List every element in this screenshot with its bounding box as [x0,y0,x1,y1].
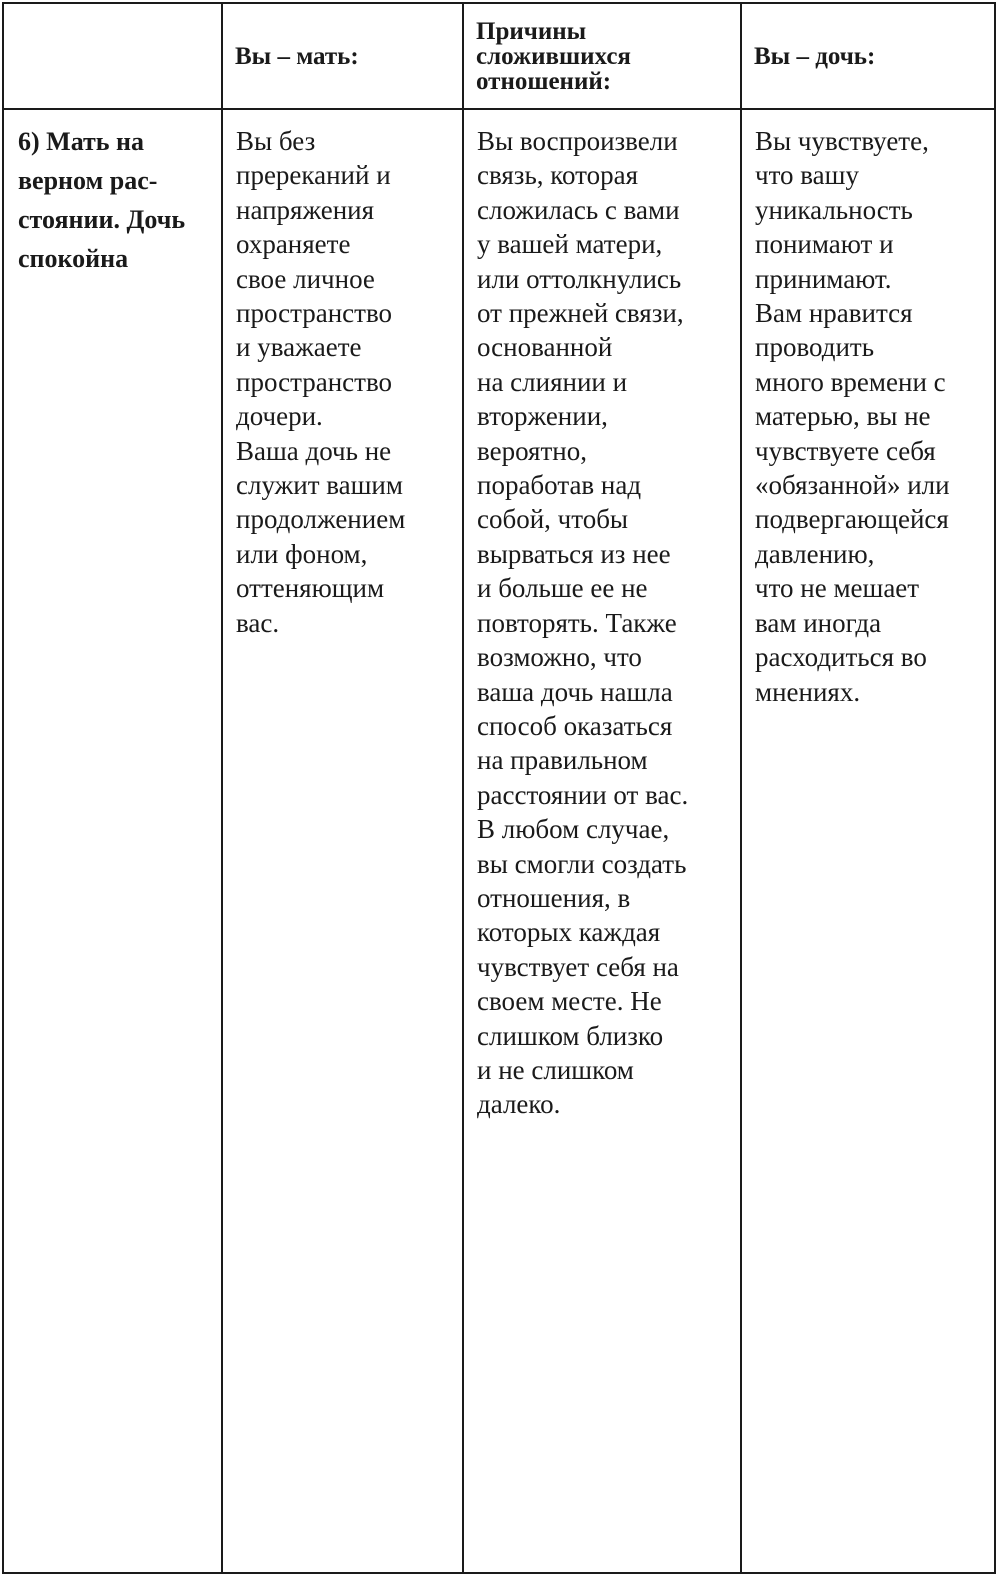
text-line: свое личное [236,263,375,294]
row-label-line: стоянии. Дочь [18,205,186,234]
text-line: собой, чтобы [477,504,629,535]
text-line: принимают. [755,263,892,294]
header-line: сложившихся [476,42,631,70]
text-line: на слиянии и [477,366,628,397]
text-line: вырваться из нее [477,538,671,569]
table-header-row [3,3,995,109]
text-line: связь, которая [477,160,639,191]
text-line: Вы без [236,126,316,156]
daughter-cell [741,109,995,1573]
header-line: Причины [476,17,587,45]
text-line: напряжения [236,194,375,225]
text-line: своем месте. Не [477,986,662,1017]
text-line: вы смогли создать [477,848,687,879]
row-label-line: 6) Мать на [18,127,145,156]
text-line: отношения, в [477,882,631,913]
header-you-mother [222,3,463,109]
text-line: вам иногда [755,607,882,638]
text-line: давлению, [755,538,875,569]
text-line: или оттолкнулись [477,263,682,294]
text-line: сложилась с вами [477,194,680,225]
text-line: ваша дочь нашла [477,676,673,707]
text-line: понимают и [755,229,894,260]
text-line: у вашей матери, [477,229,663,260]
text-line: продолжением [236,504,406,535]
text-line: на правильном [477,745,648,776]
text-line: и не слишком [477,1054,634,1085]
text-line: много времени с [755,366,946,397]
text-line: дочери. [236,401,323,432]
text-line: «обязанной» или [755,470,950,501]
text-line: оттеняющим [236,573,385,604]
text-line: и уважаете [236,332,362,363]
text-line: основанной [477,332,613,363]
text-line: слишком близко [477,1020,664,1051]
text-line: служит вашим [236,470,403,501]
row-label-line: спокойна [18,244,129,273]
text-line: Вам нравится [755,298,913,329]
text-line: от прежней связи, [477,298,684,329]
text-line: чувствует себя на [477,951,679,982]
text-line: пререканий и [236,160,391,191]
text-line: вероятно, [477,435,587,466]
header-line: Вы – дочь: [754,42,876,70]
row-label-cell [3,109,222,1573]
text-line: вас. [236,607,280,638]
mother-cell [222,109,463,1573]
text-line: вторжении, [477,401,608,432]
text-line: пространство [236,298,393,329]
text-line: мнениях. [755,676,861,707]
text-line: подвергающейся [755,504,949,535]
table-row [3,109,995,1573]
reasons-cell [463,109,741,1573]
comparison-table [2,2,996,1574]
text-line: чувствуете себя [755,435,936,466]
text-line: которых каждая [477,917,661,948]
header-you-daughter [741,3,995,109]
text-line: Вы чувствуете, [755,126,929,156]
text-line: повторять. Также [477,607,677,638]
text-line: далеко. [477,1089,561,1120]
text-line: расстоянии от вас. [477,779,689,810]
header-line: Вы – мать: [235,42,359,70]
text-line: что не мешает [755,573,920,604]
header-cell-empty [3,3,222,109]
text-line: способ оказаться [477,710,673,741]
text-line: и больше ее не [477,573,648,604]
text-line: проводить [755,332,875,363]
header-reasons [463,3,741,109]
text-line: Ваша дочь не [236,435,392,466]
row-label-line: верном рас- [18,166,158,195]
text-line: расходиться во [755,642,927,673]
text-line: охраняете [236,229,351,260]
text-line: поработав над [477,470,642,501]
text-line: что вашу [755,160,859,191]
header-line: отношений: [476,67,612,95]
text-line: возможно, что [477,642,642,673]
text-line: В любом случае, [477,814,670,845]
text-line: уникальность [755,194,913,225]
text-line: Вы воспроизвели [477,126,678,156]
text-line: или фоном, [236,538,368,569]
text-line: пространство [236,366,393,397]
text-line: матерью, вы не [755,401,931,432]
